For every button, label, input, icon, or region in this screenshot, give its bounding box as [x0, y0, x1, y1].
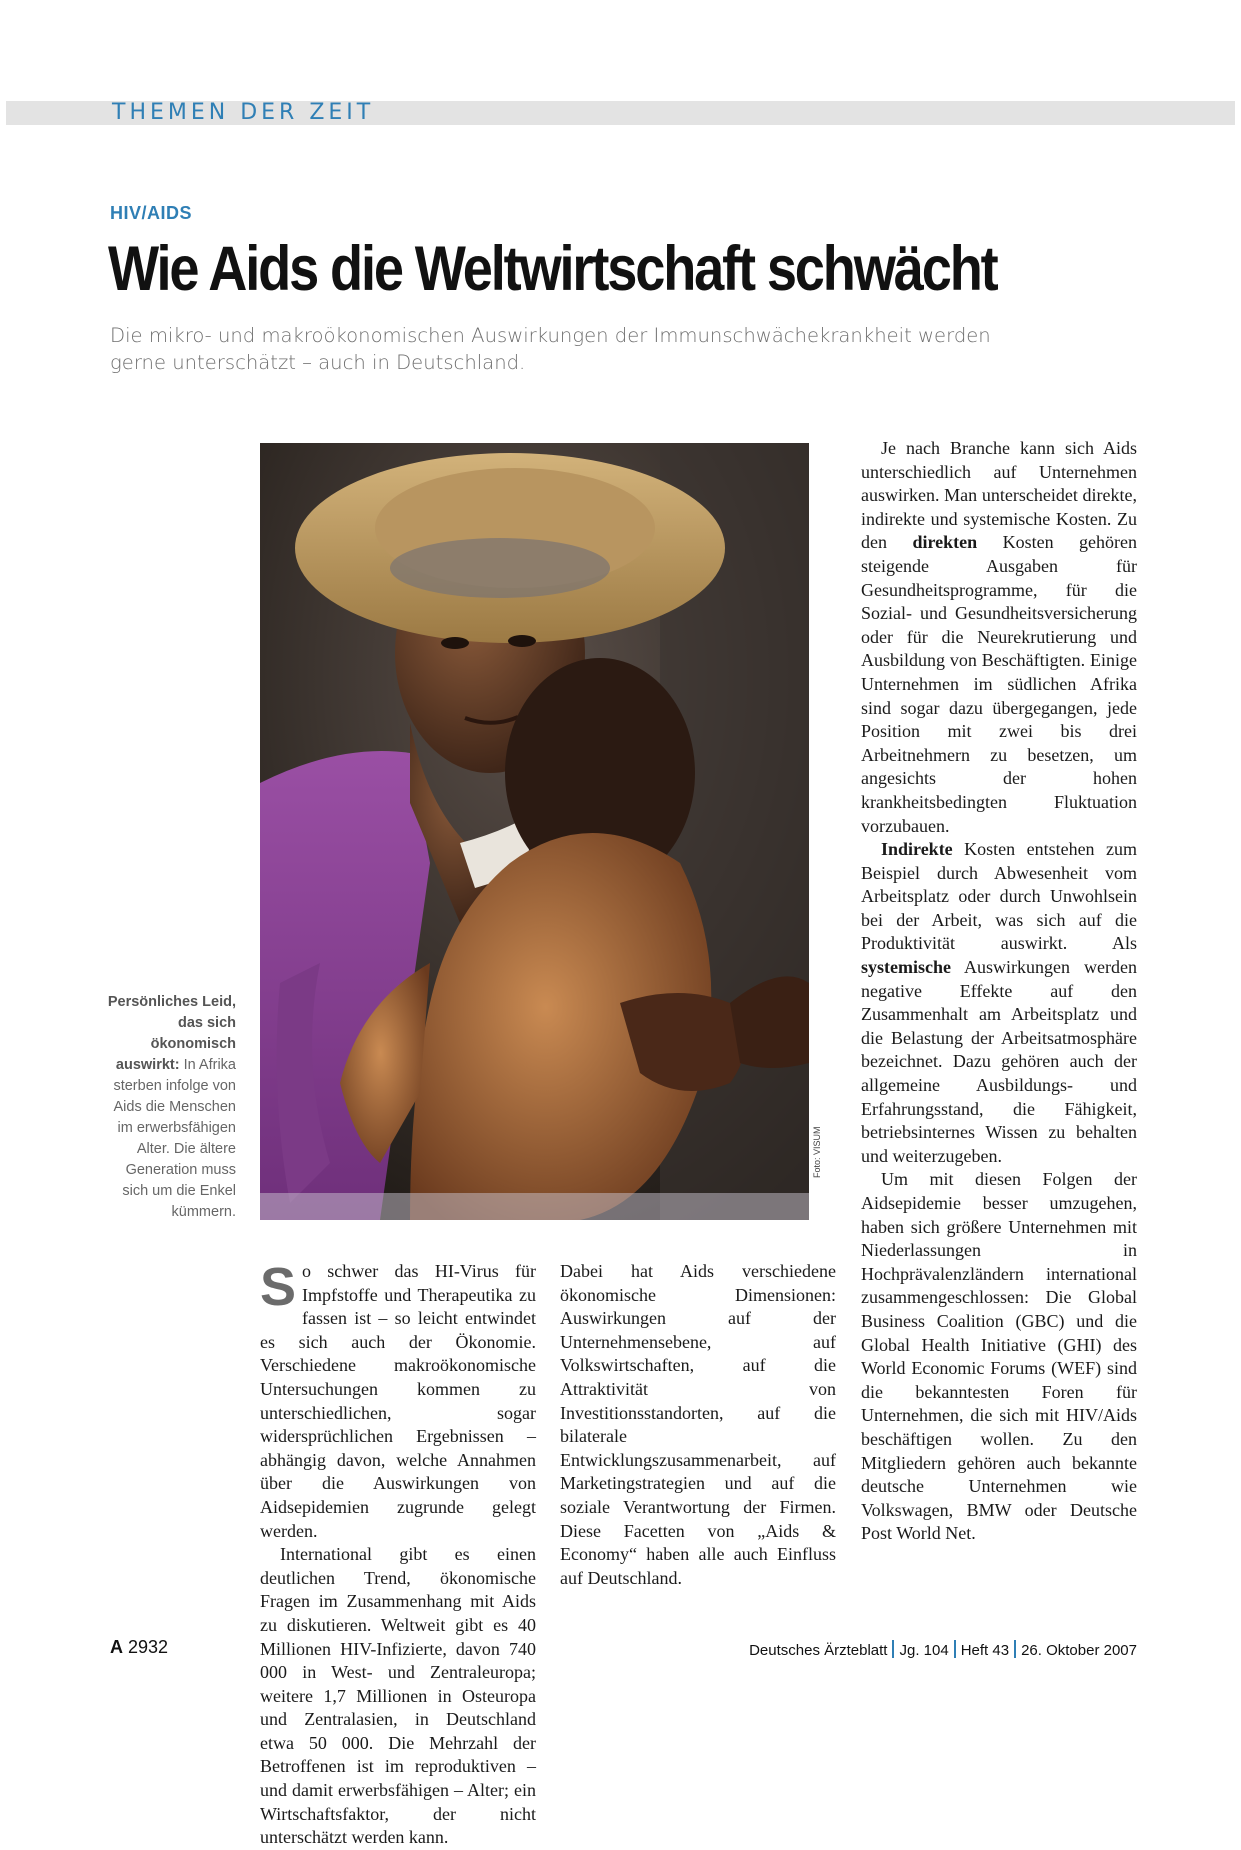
page-prefix: A	[110, 1637, 123, 1657]
page-number-value: 2932	[128, 1637, 169, 1657]
paragraph-4-text-b: Kosten gehören steigende Ausgaben für Gesundheitsprogramme, für die Sozial- und Gesundheitsversicherung oder für die Neurekrutierung und Ausbildung von Beschäftigten. Einige Unternehmen im südlichen Afrika sind sogar dazu übergegangen, jede Position mit zwei bis drei Arbeitnehmern zu besetzen, um angesichts der hohen krankheitsbedingten Fluktuation vorzubauen.	[861, 532, 1137, 836]
separator	[1014, 1640, 1016, 1658]
paragraph-5-bold-2: systemische	[861, 957, 951, 978]
journal-volume: Jg. 104	[899, 1642, 949, 1659]
paragraph-3: Dabei hat Aids verschiedene ökonomische Dimensionen: Auswirkungen auf der Unternehmensebene, auf Volkswirtschaften, auf die Attraktivität von Investitionsstandorten, auf die bilaterale Entwicklungszusammenarbeit, auf Marketingstrategien und auf die soziale Verantwortung der Firmen. Diese Facetten von „Aids & Economy“ haben alle auch Einfluss auf Deutschland.	[560, 1261, 836, 1588]
paragraph-2: International gibt es einen deutlichen Trend, ökonomische Fragen im Zusammenhang mit Aids zu diskutieren. Weltweit gibt es 40 Millionen HIV-Infizierte, davon 740 000 in West- und Zentraleuropa; weitere 1,7 Millionen in Osteuropa und Zentralasien, in Deutschland etwa 50 000. Die Mehrzahl der Betroffenen ist im reproduktiven – und damit erwerbsfähigen – Alter; ein Wirtschaftsfaktor, der nicht unterschätzt werden kann.	[260, 1544, 536, 1848]
section-label: THEMEN DER ZEIT	[112, 100, 375, 125]
paragraph-4-text-a: Je nach Branche kann sich Aids unterschiedlich auf Unternehmen auswirken. Man unterscheidet direkte, indirekte und systemische Kosten. Zu den	[861, 438, 1137, 553]
separator	[892, 1640, 894, 1658]
caption-bold: Persönliches Leid, das sich ökonomisch auswirkt:	[107, 994, 236, 1073]
paragraph-1-text: o schwer das HI-Virus für Impfstoffe und Therapeutika zu fassen ist – so leicht entwindet es sich auch der Ökonomie. Verschiedene makroökonomische Untersuchungen kommen zu unterschiedlichen, sogar widersprüchlichen Ergebnissen – abhängig davon, welche Annahmen über die Auswirkungen von Aidsepidemien zugrunde gelegt werden.	[260, 1261, 536, 1541]
paragraph-5	[861, 838, 1137, 1168]
paragraph-5-bold-1: Indirekte	[881, 839, 953, 860]
paragraph-5-text-b: Auswirkungen werden negative Effekte auf den Zusammenhalt am Arbeitsplatz und die Belastung der Arbeitsatmosphäre bezeichnet. Dazu gehören auch der allgemeine Ausbildungs- und Erfahrungsstand, die Fähigkeit, betriebsinternes Wissen zu behalten und weiterzugeben.	[861, 957, 1137, 1166]
photo-caption	[106, 992, 236, 1223]
journal-issue: Heft 43	[960, 1642, 1010, 1659]
paragraph-4-bold: direkten	[912, 532, 978, 553]
article-column-3	[861, 437, 1137, 1546]
paragraph-1	[260, 1257, 536, 1543]
article-kicker: HIV/AIDS	[110, 203, 193, 223]
journal-date: 26. Oktober 2007	[1021, 1642, 1137, 1659]
paragraph-5-text-a: Kosten entstehen zum Beispiel durch Abwesenheit vom Arbeitsplatz oder durch Unwohlsein bei der Arbeit, was sich auf die Produktivität auswirkt. Als	[861, 839, 1137, 954]
article-title: Wie Aids die Weltwirtschaft schwächt	[108, 234, 997, 304]
drop-cap: S	[260, 1257, 297, 1317]
article-photo	[260, 443, 809, 1220]
article-column-2	[560, 1260, 836, 1590]
article-subtitle: Die mikro- und makroökonomischen Auswirkungen der Immunschwächekrankheit werden gerne unterschätzt – auch in Deutschland.	[110, 324, 991, 374]
caption-text: In Afrika sterben infolge von Aids die Menschen im erwerbsfähigen Alter. Die ältere Generation muss sich um die Enkel kümmern.	[113, 1057, 236, 1220]
photo-credit: Foto: VISUM	[812, 1126, 822, 1178]
journal-name: Deutsches Ärzteblatt	[749, 1642, 888, 1659]
paragraph-6: Um mit diesen Folgen der Aidsepidemie besser umzugehen, haben sich größere Unternehmen mit Niederlassungen in Hochprävalenzländern international zusammengeschlossen: Die Global Business Coalition (GBC) und die Global Health Initiative (GHI) des World Economic Forums (WEF) sind die bekanntesten Foren für Unternehmen, die sich mit HIV/Aids beschäftigen wollen. Zu den Mitgliedern gehören auch bekannte deutsche Unternehmen wie Volkswagen, BMW oder Deutsche Post World Net.	[861, 1169, 1137, 1544]
page-number	[110, 1637, 168, 1658]
article-column-1	[260, 1257, 536, 1850]
separator	[954, 1640, 956, 1658]
paragraph-4	[861, 437, 1137, 838]
journal-info	[749, 1640, 1137, 1659]
